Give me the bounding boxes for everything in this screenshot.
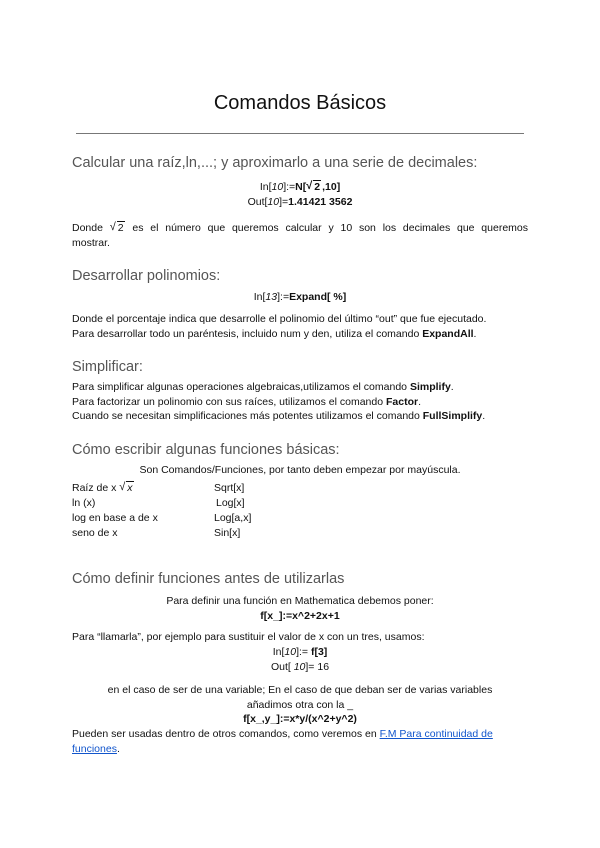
call-output-line	[0, 660, 600, 675]
simplify-line3	[72, 409, 528, 424]
text-fragment: Para simplificar algunas operaciones algebraicas,utilizamos el comando	[72, 381, 410, 393]
continuity-functions-link-cont[interactable]: funciones	[72, 742, 117, 755]
multivariable-definition: f[x_,y_]:=x*y/(x^2+y^2)	[243, 713, 357, 725]
expand-explanation-line1: Donde el porcentaje indica que desarrolle el polinomio del último “out” que fue ejecutado.	[72, 313, 487, 325]
roots-code-block	[0, 180, 600, 209]
roots-explanation-line1	[72, 221, 528, 236]
in-number: 10	[271, 181, 284, 193]
command-name: Factor	[385, 395, 419, 408]
sqrt-symbol	[306, 180, 321, 195]
sqrt-radicand: x	[127, 482, 133, 494]
in-command-start: N[	[295, 181, 307, 193]
multivariable-block	[0, 683, 600, 727]
section-heading-roots: Calcular una raíz,ln,...; y aproximarlo a una serie de decimales:	[72, 155, 478, 171]
text-fragment: .	[473, 327, 477, 340]
text-fragment: Para factorizar un polinomio con sus raíces, utilizamos el comando	[72, 395, 386, 408]
text-fragment: Pueden ser usadas dentro de otros comandos, como veremos en	[72, 728, 380, 740]
command-name: Simplify	[409, 381, 451, 393]
call-explanation	[72, 630, 528, 645]
out-number: 10	[267, 195, 280, 208]
out-number: 10	[293, 660, 306, 673]
text-fragment: .	[450, 381, 454, 393]
call-code-block	[0, 645, 600, 674]
text-fragment: Para desarrollar todo un paréntesis, incluido num y den, utiliza el comando	[72, 327, 423, 340]
simplify-explanation	[72, 380, 528, 424]
final-paragraph	[72, 727, 528, 756]
define-code	[0, 609, 600, 624]
function-command: Log[a,x]	[214, 512, 252, 524]
sqrt-radicand: 2	[117, 222, 124, 234]
command-name: FullSimplify	[422, 410, 483, 422]
out-prefix: Out[	[247, 195, 268, 208]
text-fragment: Donde	[72, 222, 110, 234]
expand-explanation-line2	[72, 327, 528, 342]
multivariable-line2: añadimos otra con la _	[246, 698, 354, 711]
final-line1	[72, 727, 528, 742]
simplify-line1	[72, 380, 528, 395]
function-command: Sqrt[x]	[214, 482, 245, 494]
multivariable-line1: en el caso de ser de una variable; En el caso de que deban ser de varias variables	[107, 684, 493, 696]
text-fragment: Raíz de x	[72, 482, 120, 494]
roots-explanation-line2: mostrar.	[72, 236, 110, 249]
in-number: 10	[284, 646, 297, 658]
out-suffix: ]=	[279, 195, 289, 208]
in-command: Expand[ %]	[289, 291, 347, 303]
in-command: f[3]	[310, 646, 328, 658]
text-fragment: Cuando se necesitan simplificaciones más potentes utilizamos el comando	[72, 410, 423, 422]
function-name	[72, 481, 135, 496]
multivariable-code	[0, 712, 600, 727]
text-fragment: .	[418, 395, 421, 408]
define-function-block	[0, 594, 600, 623]
section-heading-expand: Desarrollar polinomios:	[72, 268, 221, 284]
section-heading-define-functions: Cómo definir funciones antes de utilizarlas	[72, 571, 345, 587]
basic-functions-intro-text: Son Comandos/Funciones, por tanto deben empezar por mayúscula.	[139, 464, 461, 476]
expand-input-line	[0, 290, 600, 305]
roots-explanation	[72, 221, 528, 250]
in-suffix: ]:=	[283, 181, 296, 193]
roots-output-line	[0, 195, 600, 210]
in-prefix: In[	[272, 646, 285, 658]
final-line2	[72, 742, 528, 757]
expand-explanation	[72, 312, 528, 341]
sqrt-symbol	[110, 221, 125, 236]
function-command: Sin[x]	[214, 527, 241, 539]
function-name: log en base a de x	[72, 512, 158, 524]
call-text: Para “llamarla”, por ejemplo para sustituir el valor de x con un tres, usamos:	[72, 631, 425, 643]
call-input-line	[0, 645, 600, 660]
title-divider	[76, 133, 524, 134]
in-number: 13	[265, 291, 278, 303]
function-definition: f[x_]:=x^2+2x+1	[260, 609, 340, 622]
simplify-line2	[72, 395, 528, 410]
out-prefix: Out[	[270, 660, 294, 673]
in-suffix: ]:=	[277, 291, 290, 303]
define-intro: Para definir una función en Mathematica debemos poner:	[166, 595, 434, 607]
roots-input-line	[0, 180, 600, 195]
sqrt-radicand: 2	[314, 181, 321, 193]
in-suffix: ]:=	[296, 646, 311, 658]
function-name: seno de x	[72, 527, 118, 539]
sqrt-symbol	[119, 481, 133, 496]
text-fragment: es el número que queremos calcular y 10 son los decimales que queremos	[125, 222, 528, 234]
command-name: ExpandAll	[422, 327, 474, 340]
page-title: Comandos Básicos	[213, 92, 387, 114]
function-name: ln (x)	[72, 497, 96, 509]
basic-functions-intro	[0, 463, 600, 478]
text-fragment: .	[482, 410, 486, 422]
in-prefix: In[	[259, 181, 272, 193]
expand-code-block	[0, 290, 600, 305]
out-suffix: ]= 16	[305, 660, 330, 673]
text-fragment: .	[116, 742, 120, 755]
out-value: 1.41421 3562	[288, 195, 353, 208]
section-heading-simplify: Simplificar:	[72, 359, 143, 375]
in-prefix: In[	[253, 291, 266, 303]
section-heading-basic-functions: Cómo escribir algunas funciones básicas:	[72, 442, 340, 458]
function-command: Log[x]	[216, 497, 245, 509]
in-command-end: ,10]	[322, 181, 341, 193]
continuity-functions-link[interactable]: F.M Para continuidad de	[379, 728, 493, 740]
